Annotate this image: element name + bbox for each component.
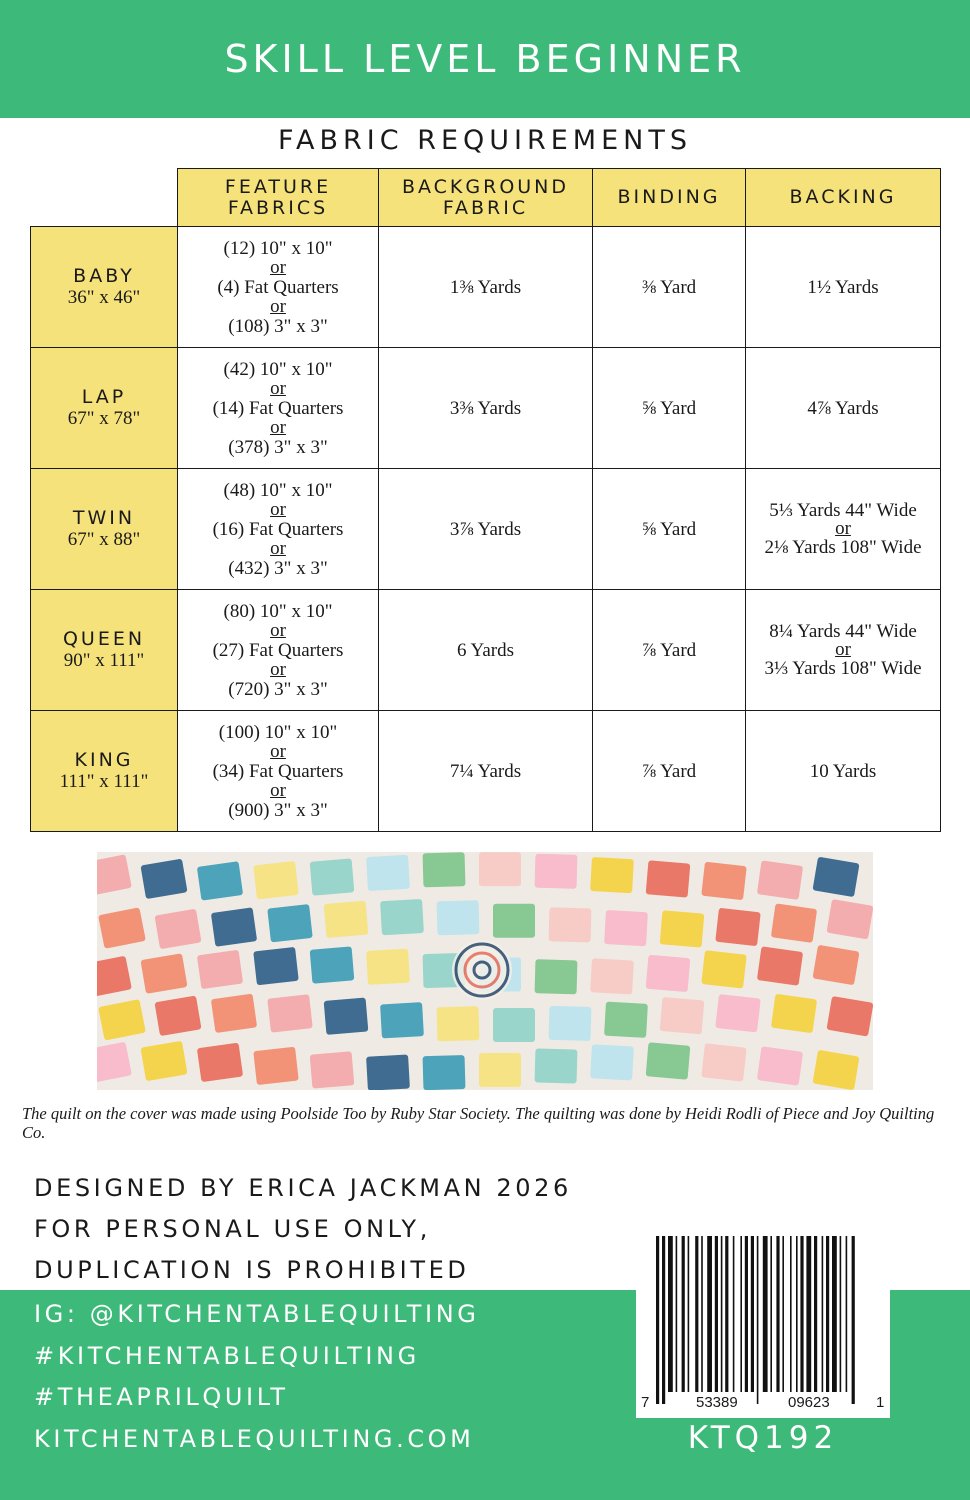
table-row bbox=[31, 348, 941, 469]
binding-cell: ⅞ Yard bbox=[593, 711, 746, 832]
backing-cell bbox=[746, 590, 941, 711]
or-separator: or bbox=[270, 619, 286, 641]
barcode-lead-digit: 7 bbox=[641, 1394, 650, 1411]
size-dimensions: 67" x 88" bbox=[67, 529, 141, 550]
barcode-check-digit: 1 bbox=[876, 1394, 885, 1411]
feature-option: (720) 3" x 3" bbox=[228, 678, 328, 700]
size-cell bbox=[31, 227, 178, 348]
barcode-bars bbox=[636, 1226, 890, 1418]
size-dimensions: 67" x 78" bbox=[67, 408, 141, 429]
top-banner bbox=[0, 0, 970, 118]
feature-option: (4) Fat Quarters bbox=[217, 276, 339, 298]
feature-option: (80) 10" x 10" bbox=[223, 600, 333, 622]
feature-fabrics-cell bbox=[178, 348, 379, 469]
binding-cell: ⅝ Yard bbox=[593, 469, 746, 590]
feature-option: (42) 10" x 10" bbox=[223, 358, 333, 380]
feature-fabrics-cell bbox=[178, 711, 379, 832]
or-separator: or bbox=[270, 416, 286, 438]
feature-fabrics-cell bbox=[178, 469, 379, 590]
background-fabric-cell: 1⅜ Yards bbox=[379, 227, 593, 348]
size-name: KING bbox=[74, 749, 134, 771]
backing-cell bbox=[746, 227, 941, 348]
or-separator: or bbox=[270, 740, 286, 762]
skill-level-title: SKILL LEVEL BEGINNER bbox=[224, 37, 746, 81]
backing-option: 10 Yards bbox=[809, 760, 877, 782]
header-blank-cell bbox=[31, 169, 178, 227]
feature-option: (378) 3" x 3" bbox=[228, 436, 328, 458]
credit-line-duplication: DUPLICATION IS PROHIBITED bbox=[34, 1256, 470, 1284]
or-separator: or bbox=[270, 295, 286, 317]
size-name: QUEEN bbox=[62, 628, 146, 650]
table-body bbox=[31, 227, 941, 832]
quilt-photo bbox=[97, 852, 873, 1090]
size-dimensions: 36" x 46" bbox=[67, 287, 141, 308]
feature-option: (34) Fat Quarters bbox=[212, 760, 344, 782]
background-fabric-cell: 6 Yards bbox=[379, 590, 593, 711]
background-fabric-cell: 3⅞ Yards bbox=[379, 469, 593, 590]
background-fabric-cell: 3⅜ Yards bbox=[379, 348, 593, 469]
hashtag-kitchentablequilting: #KITCHENTABLEQUILTING bbox=[34, 1341, 420, 1370]
size-name: LAP bbox=[81, 386, 127, 408]
size-cell bbox=[31, 469, 178, 590]
feature-option: (14) Fat Quarters bbox=[212, 397, 344, 419]
backing-option: 2⅛ Yards 108" Wide bbox=[764, 537, 922, 558]
size-cell bbox=[31, 590, 178, 711]
quilt-caption: The quilt on the cover was made using Poolside Too by Ruby Star Society. The quilting was done by Heidi Rodli of Piece and Joy Quilting Co. bbox=[22, 1104, 935, 1142]
quilt-photo-illustration bbox=[97, 852, 873, 1090]
feature-option: (27) Fat Quarters bbox=[212, 639, 344, 661]
backing-cell bbox=[746, 711, 941, 832]
or-separator: or bbox=[270, 779, 286, 801]
or-separator: or bbox=[270, 256, 286, 278]
backing-option: 5⅓ Yards 44" Wide bbox=[769, 500, 917, 521]
feature-fabrics-cell bbox=[178, 590, 379, 711]
feature-option: (432) 3" x 3" bbox=[228, 557, 328, 579]
size-cell bbox=[31, 711, 178, 832]
column-header-binding: BINDING bbox=[593, 169, 746, 227]
size-dimensions: 111" x 111" bbox=[59, 771, 149, 792]
credit-line-designer: DESIGNED BY ERICA JACKMAN 2026 bbox=[34, 1174, 572, 1202]
binding-cell: ⅝ Yard bbox=[593, 348, 746, 469]
binding-cell: ⅞ Yard bbox=[593, 590, 746, 711]
binding-cell: ⅜ Yard bbox=[593, 227, 746, 348]
feature-option: (12) 10" x 10" bbox=[223, 237, 333, 259]
size-cell bbox=[31, 348, 178, 469]
feature-option: (48) 10" x 10" bbox=[223, 479, 333, 501]
or-separator: or bbox=[835, 639, 851, 660]
feature-option: (100) 10" x 10" bbox=[218, 721, 338, 743]
column-header-backing: BACKING bbox=[746, 169, 941, 227]
size-name: TWIN bbox=[72, 507, 136, 529]
designer-credits bbox=[34, 1168, 572, 1291]
backing-option: 1½ Yards bbox=[807, 276, 879, 298]
table-row bbox=[31, 711, 941, 832]
backing-cell bbox=[746, 348, 941, 469]
size-dimensions: 90" x 111" bbox=[63, 650, 145, 671]
feature-option: (108) 3" x 3" bbox=[228, 315, 328, 337]
table-header-row bbox=[31, 169, 941, 227]
column-header-feature: FEATURE FABRICS bbox=[178, 169, 379, 227]
social-links bbox=[34, 1294, 480, 1460]
fabric-requirements-title: FABRIC REQUIREMENTS bbox=[277, 125, 692, 156]
table-row bbox=[31, 469, 941, 590]
or-separator: or bbox=[835, 518, 851, 539]
website-link[interactable]: KITCHENTABLEQUILTING.COM bbox=[34, 1424, 475, 1453]
table-row bbox=[31, 590, 941, 711]
column-header-background: BACKGROUND FABRIC bbox=[379, 169, 593, 227]
size-name: BABY bbox=[73, 265, 135, 287]
feature-option: (900) 3" x 3" bbox=[228, 799, 328, 821]
feature-option: (16) Fat Quarters bbox=[212, 518, 344, 540]
backing-option: 4⅞ Yards bbox=[807, 397, 879, 419]
table-row bbox=[31, 227, 941, 348]
or-separator: or bbox=[270, 537, 286, 559]
feature-fabrics-cell bbox=[178, 227, 379, 348]
instagram-handle[interactable]: IG: @KITCHENTABLEQUILTING bbox=[34, 1300, 480, 1328]
or-separator: or bbox=[270, 498, 286, 520]
or-separator: or bbox=[270, 377, 286, 399]
fabric-requirements-table bbox=[30, 168, 941, 832]
backing-option: 3⅓ Yards 108" Wide bbox=[764, 658, 922, 679]
barcode-right-digits: 09623 bbox=[788, 1394, 830, 1411]
backing-option: 8¼ Yards 44" Wide bbox=[769, 621, 917, 642]
hashtag-theaprilquilt: #THEAPRILQUILT bbox=[34, 1383, 289, 1411]
or-separator: or bbox=[270, 658, 286, 680]
background-fabric-cell: 7¼ Yards bbox=[379, 711, 593, 832]
barcode-left-digits: 53389 bbox=[696, 1394, 738, 1411]
sku-code: KTQ192 bbox=[687, 1420, 839, 1456]
barcode bbox=[636, 1226, 890, 1418]
backing-cell bbox=[746, 469, 941, 590]
credit-line-personal-use: FOR PERSONAL USE ONLY, bbox=[34, 1215, 431, 1243]
